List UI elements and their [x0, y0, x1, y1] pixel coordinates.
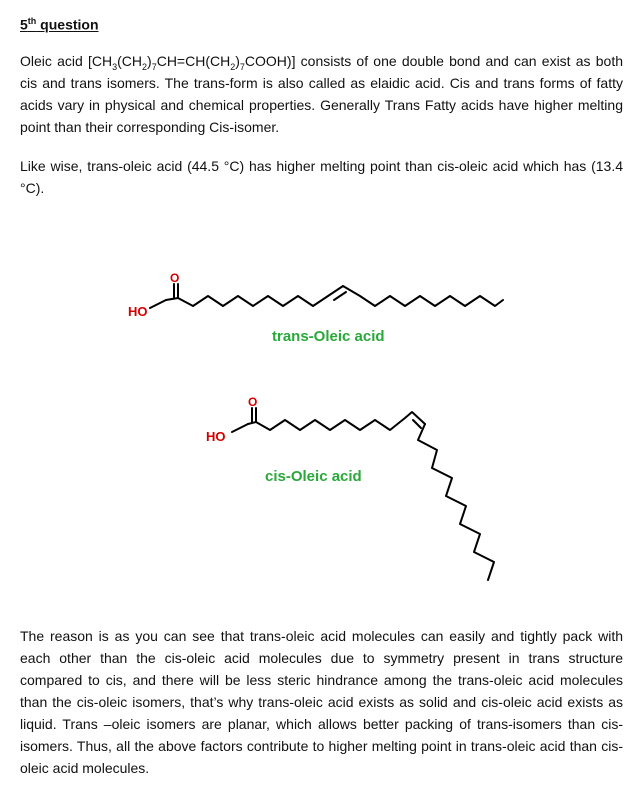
cis-oleic-name: cis-Oleic acid [265, 468, 362, 485]
formula-subscript: 7 [239, 61, 245, 72]
formula-part: (CH [117, 53, 142, 69]
formula-subscript: 2 [142, 61, 148, 72]
paragraph-explanation: The reason is as you can see that trans-oleic acid molecules can easily and tightly pack with each other than the cis-oleic acid molecules due to symmetry present in trans structure compared to cis, and there will be less steric hindrance among the trans-oleic acid molecules than the cis-oleic isomers, that’s why trans-oleic acid exists as solid and cis-oleic acid exists as liquid. Trans –oleic isomers are planar, which allows better packing of trans-isomers than cis-isomers. Thus, all the above factors contribute to higher melting point in trans-oleic acid than cis-oleic acid molecules. [20, 628, 623, 776]
cis-oleic-structure [206, 395, 494, 580]
formula-subscript: 3 [112, 61, 118, 72]
trans-oleic-name: trans-Oleic acid [272, 328, 385, 345]
trans-c-o-bond [150, 300, 166, 308]
heading-ordinal-suffix: th [27, 16, 37, 26]
cis-carbon-chain-upper [248, 412, 425, 430]
formula-part: Oleic acid [CH [20, 53, 113, 69]
trans-hydroxyl-label: HO [128, 304, 148, 319]
paragraph-melting-points: Like wise, trans-oleic acid (44.5 °C) has higher melting point than cis-oleic acid which has (13.4 °C). [20, 158, 623, 196]
trans-carbon-chain [166, 286, 503, 306]
paragraph-intro-text: COOH)] consists of one double bond and can exist as both cis and trans isomers. The trans-form is also called as elaidic acid. Cis and trans forms of fatty acids vary in physical and chemical properties. Generally Trans Fatty acids have higher melting point than their corresponding Cis-isomer. [20, 53, 623, 135]
cis-hydroxyl-label: HO [206, 429, 226, 444]
cis-carbon-chain-lower [418, 424, 494, 580]
cis-c-o-bond [232, 424, 248, 432]
formula-part: CH=CH(CH [156, 53, 231, 69]
trans-oxygen-label: O [170, 271, 180, 285]
heading-ordinal: 5 [20, 16, 28, 33]
cis-oxygen-label: O [248, 395, 258, 409]
trans-double-bond [334, 292, 346, 300]
formula-part: ) [147, 53, 152, 69]
trans-oleic-structure [128, 271, 503, 345]
cis-double-bond [413, 420, 421, 428]
heading-text: question [36, 16, 99, 33]
formula-subscript: 2 [230, 61, 236, 72]
formula-part: ) [235, 53, 240, 69]
formula-subscript: 7 [151, 61, 157, 72]
